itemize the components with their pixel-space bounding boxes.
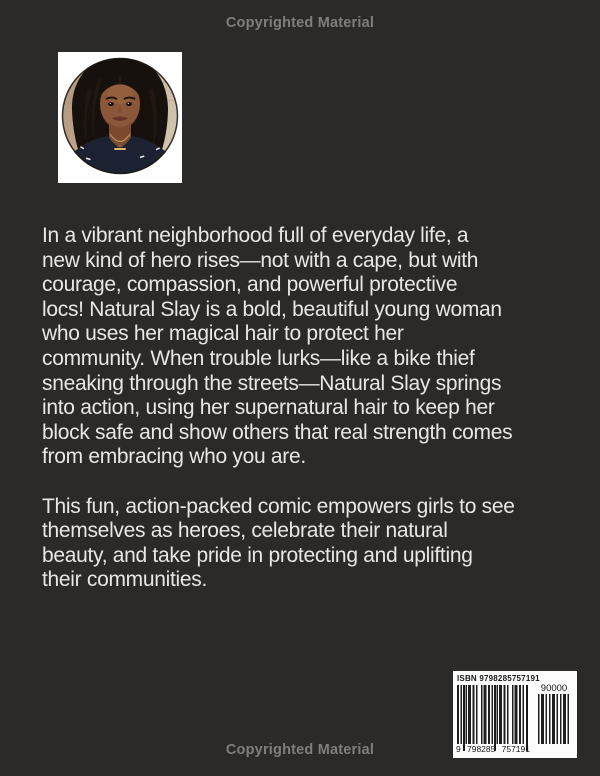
- copyright-watermark-top: Copyrighted Material: [225, 15, 375, 31]
- price-code-label: 90000: [540, 683, 568, 694]
- paragraph-gap: [42, 470, 587, 495]
- copyright-watermark-bottom: Copyrighted Material: [225, 742, 375, 758]
- book-synopsis: [42, 224, 587, 593]
- synopsis-line: community. When trouble lurks—like a bike thief: [42, 346, 475, 370]
- synopsis-line: new kind of hero rises—not with a cape, but with: [42, 248, 479, 272]
- barcode-digit-group-2: 757191: [501, 744, 530, 754]
- synopsis-line: who uses her magical hair to protect her: [42, 322, 404, 346]
- synopsis-line: sneaking through the streets—Natural Slay springs: [42, 371, 502, 395]
- addon-barcode: [538, 694, 571, 744]
- barcode-digit-group-1: 798285: [466, 744, 496, 754]
- synopsis-line: locs! Natural Slay is a bold, beautiful young woman: [42, 297, 502, 321]
- synopsis-paragraph-1: [42, 224, 587, 470]
- synopsis-line: from embracing who you are.: [42, 445, 306, 469]
- necklace-pendant: [114, 148, 126, 150]
- synopsis-line: themselves as heroes, celebrate their natural: [42, 519, 448, 543]
- synopsis-line: This fun, action-packed comic empowers girls to see: [42, 494, 515, 518]
- isbn-label: ISBN 9798285757191: [457, 674, 540, 683]
- author-photo-frame: [58, 52, 182, 183]
- synopsis-line: beauty, and take pride in protecting and uplifting: [42, 543, 473, 567]
- synopsis-line: into action, using her supernatural hair to keep her: [42, 396, 495, 420]
- synopsis-line: their communities.: [42, 568, 207, 592]
- ean13-barcode: [457, 685, 528, 744]
- eye-right: [126, 102, 132, 106]
- synopsis-line: block safe and show others that real strength comes: [42, 420, 513, 444]
- author-photo: [58, 52, 182, 183]
- barcode-digit-prefix: 9: [456, 744, 461, 754]
- synopsis-line: In a vibrant neighborhood full of everyday life, a: [42, 224, 469, 247]
- synopsis-paragraph-2: [42, 495, 587, 593]
- eye-left: [108, 102, 114, 106]
- synopsis-line: courage, compassion, and powerful protective: [42, 273, 458, 297]
